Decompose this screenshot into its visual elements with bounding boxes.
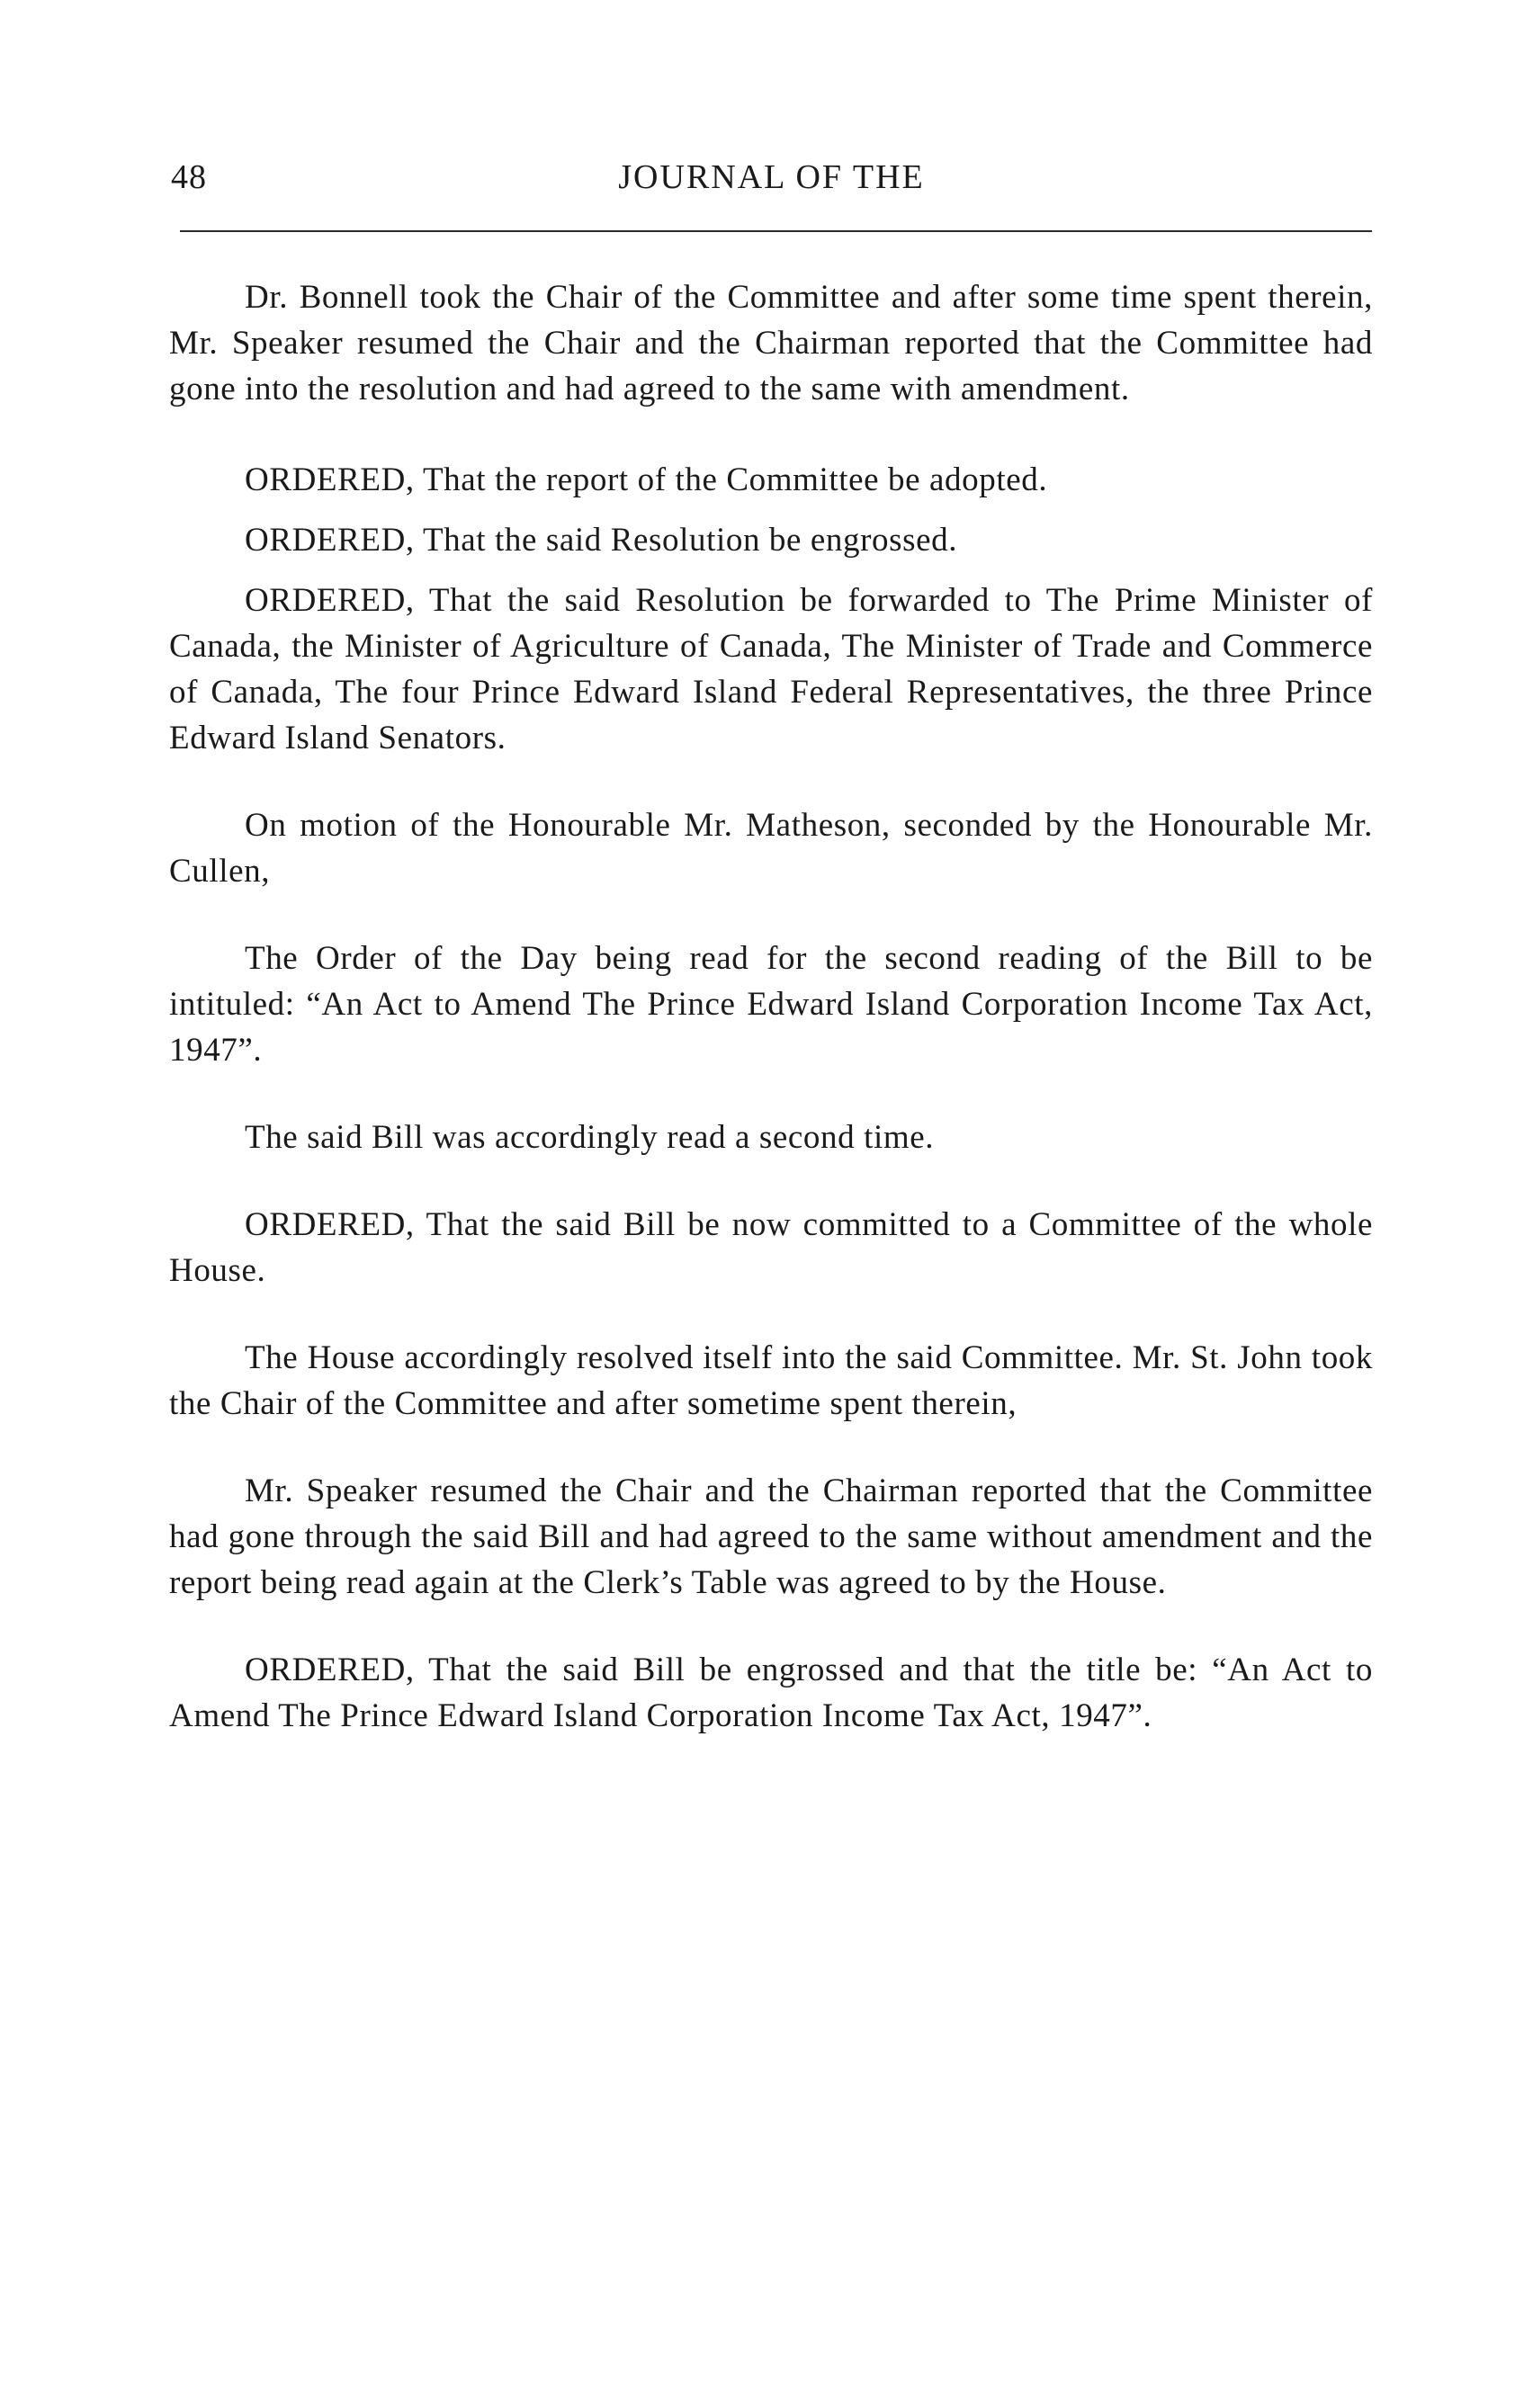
- paragraph-order-of-day: The Order of the Day being read for the second reading of the Bill to be intituled: “An Act to Amend The Prince Edward Island Corporation Income Tax Act, 1947”.: [169, 940, 1373, 1069]
- paragraph-second-reading: The said Bill was accordingly read a second time.: [245, 1119, 935, 1156]
- paragraph-speaker-resumed: Mr. Speaker resumed the Chair and the Chairman reported that the Committee had gone through the said Bill and had agreed to the same without amendment and the report being read again at the Clerk’s Table was agreed to by the House.: [169, 1473, 1373, 1601]
- paragraph-committee-report: Dr. Bonnell took the Chair of the Committee and after some time spent therein, Mr. Speaker resumed the Chair and the Chairman reported that the Committee had gone into the resolution and had agreed to the same with amendment.: [169, 279, 1373, 407]
- header-rule: [180, 230, 1372, 232]
- page-number: 48: [171, 158, 207, 196]
- journal-body: [169, 274, 1373, 1739]
- running-head: JOURNAL OF THE: [618, 158, 925, 196]
- paragraph-ordered-forwarded: ORDERED, That the said Resolution be forwarded to The Prime Minister of Canada, the Minister of Agriculture of Canada, The Minister of Trade and Commerce of Canada, The four Prince Edward Island Federal Representatives, the three Prince Edward Island Senators.: [169, 582, 1373, 756]
- paragraph-house-resolved: The House accordingly resolved itself into the said Committee. Mr. St. John took the Chair of the Committee and after sometime spent therein,: [169, 1339, 1373, 1422]
- paragraph-ordered-engrossed: ORDERED, That the said Resolution be engrossed.: [245, 522, 958, 559]
- paragraph-ordered-committed: ORDERED, That the said Bill be now committed to a Committee of the whole House.: [169, 1206, 1373, 1289]
- paragraph-ordered-adopted: ORDERED, That the report of the Committee be adopted.: [245, 461, 1048, 498]
- paragraph-motion: On motion of the Honourable Mr. Matheson, seconded by the Honourable Mr. Cullen,: [169, 807, 1373, 890]
- page-header: [171, 157, 1372, 211]
- paragraph-ordered-title: ORDERED, That the said Bill be engrossed and that the title be: “An Act to Amend The Prince Edward Island Corporation Income Tax Act, 1947”.: [169, 1652, 1373, 1734]
